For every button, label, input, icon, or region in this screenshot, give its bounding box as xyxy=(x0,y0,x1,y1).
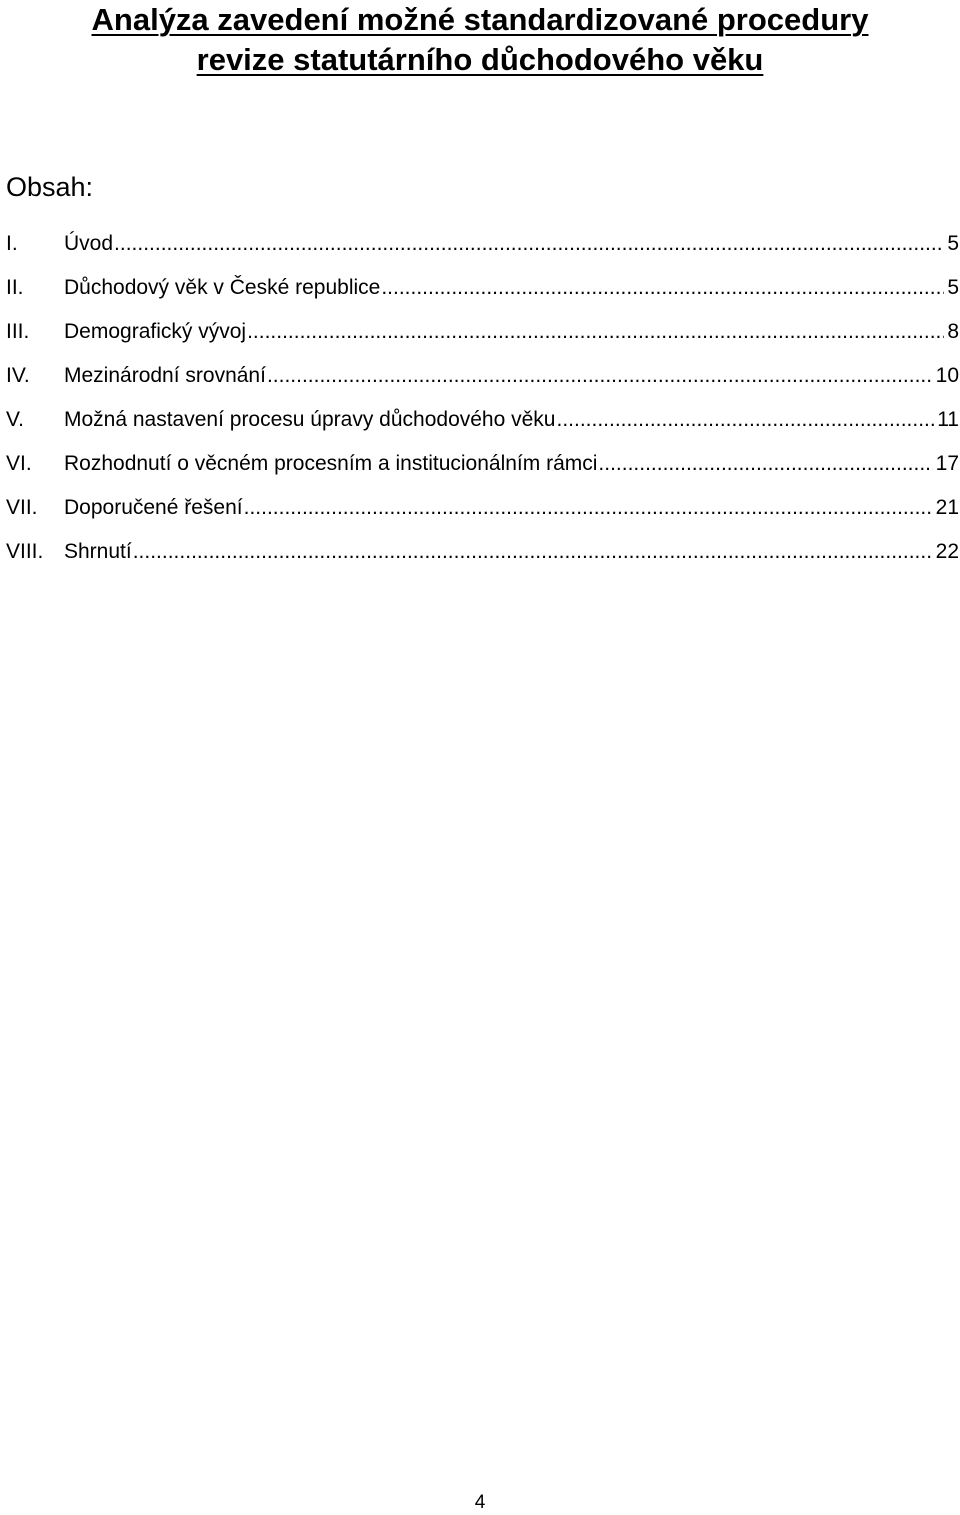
toc-entry-number: V. xyxy=(6,408,24,431)
toc-dot-leader xyxy=(556,405,934,435)
table-of-contents xyxy=(6,229,959,581)
document-title-line-2: revize statutárního důchodového věku xyxy=(196,42,764,77)
toc-entry-doporucene-reseni[interactable] xyxy=(6,493,959,537)
document-title xyxy=(0,0,960,80)
toc-entry-page: 17 xyxy=(935,452,959,475)
toc-dot-leader xyxy=(133,537,933,567)
toc-entry-title: Shrnutí xyxy=(64,540,132,563)
toc-entry-page: 22 xyxy=(935,540,959,563)
toc-entry-rozhodnuti[interactable] xyxy=(6,449,959,493)
toc-heading: Obsah: xyxy=(6,172,94,202)
toc-entry-title: Úvod xyxy=(64,232,114,255)
toc-entry-page: 8 xyxy=(947,320,959,343)
toc-entry-number: VIII. xyxy=(6,540,44,563)
toc-dot-leader xyxy=(381,273,944,303)
toc-entry-demograficky-vyvoj[interactable] xyxy=(6,317,959,361)
toc-entry-title: Možná nastavení procesu úpravy důchodového věku xyxy=(64,408,556,431)
toc-entry-mezinarodni-srovnani[interactable] xyxy=(6,361,959,405)
toc-entry-number: III. xyxy=(6,320,30,343)
toc-entry-shrnuti[interactable] xyxy=(6,537,959,581)
toc-entry-uvod[interactable] xyxy=(6,229,959,273)
toc-entry-page: 10 xyxy=(935,364,959,387)
toc-entry-page: 5 xyxy=(947,232,959,255)
toc-entry-title: Doporučené řešení xyxy=(64,496,243,519)
toc-entry-page: 5 xyxy=(947,276,959,299)
toc-entry-title: Demografický vývoj xyxy=(64,320,247,343)
toc-entry-title: Mezinárodní srovnání xyxy=(64,364,266,387)
document-title-line-1: Analýza zavedení možné standardizované procedury xyxy=(91,2,869,37)
toc-dot-leader xyxy=(267,361,933,391)
toc-entry-number: VII. xyxy=(6,496,38,519)
toc-entry-title: Důchodový věk v České republice xyxy=(64,276,381,299)
toc-entry-title: Rozhodnutí o věcném procesním a institucionálním rámci xyxy=(64,452,598,475)
toc-entry-mozna-nastaveni[interactable] xyxy=(6,405,959,449)
toc-dot-leader xyxy=(114,229,944,259)
toc-entry-page: 21 xyxy=(935,496,959,519)
toc-dot-leader xyxy=(247,317,944,347)
toc-entry-duchodovy-vek[interactable] xyxy=(6,273,959,317)
toc-entry-number: IV. xyxy=(6,364,30,387)
page-number: 4 xyxy=(474,1492,486,1513)
toc-entry-number: VI. xyxy=(6,452,32,475)
toc-dot-leader xyxy=(598,449,932,479)
toc-entry-number: II. xyxy=(6,276,24,299)
toc-dot-leader xyxy=(244,493,933,523)
toc-entry-page: 11 xyxy=(937,408,959,431)
toc-entry-number: I. xyxy=(6,232,18,255)
